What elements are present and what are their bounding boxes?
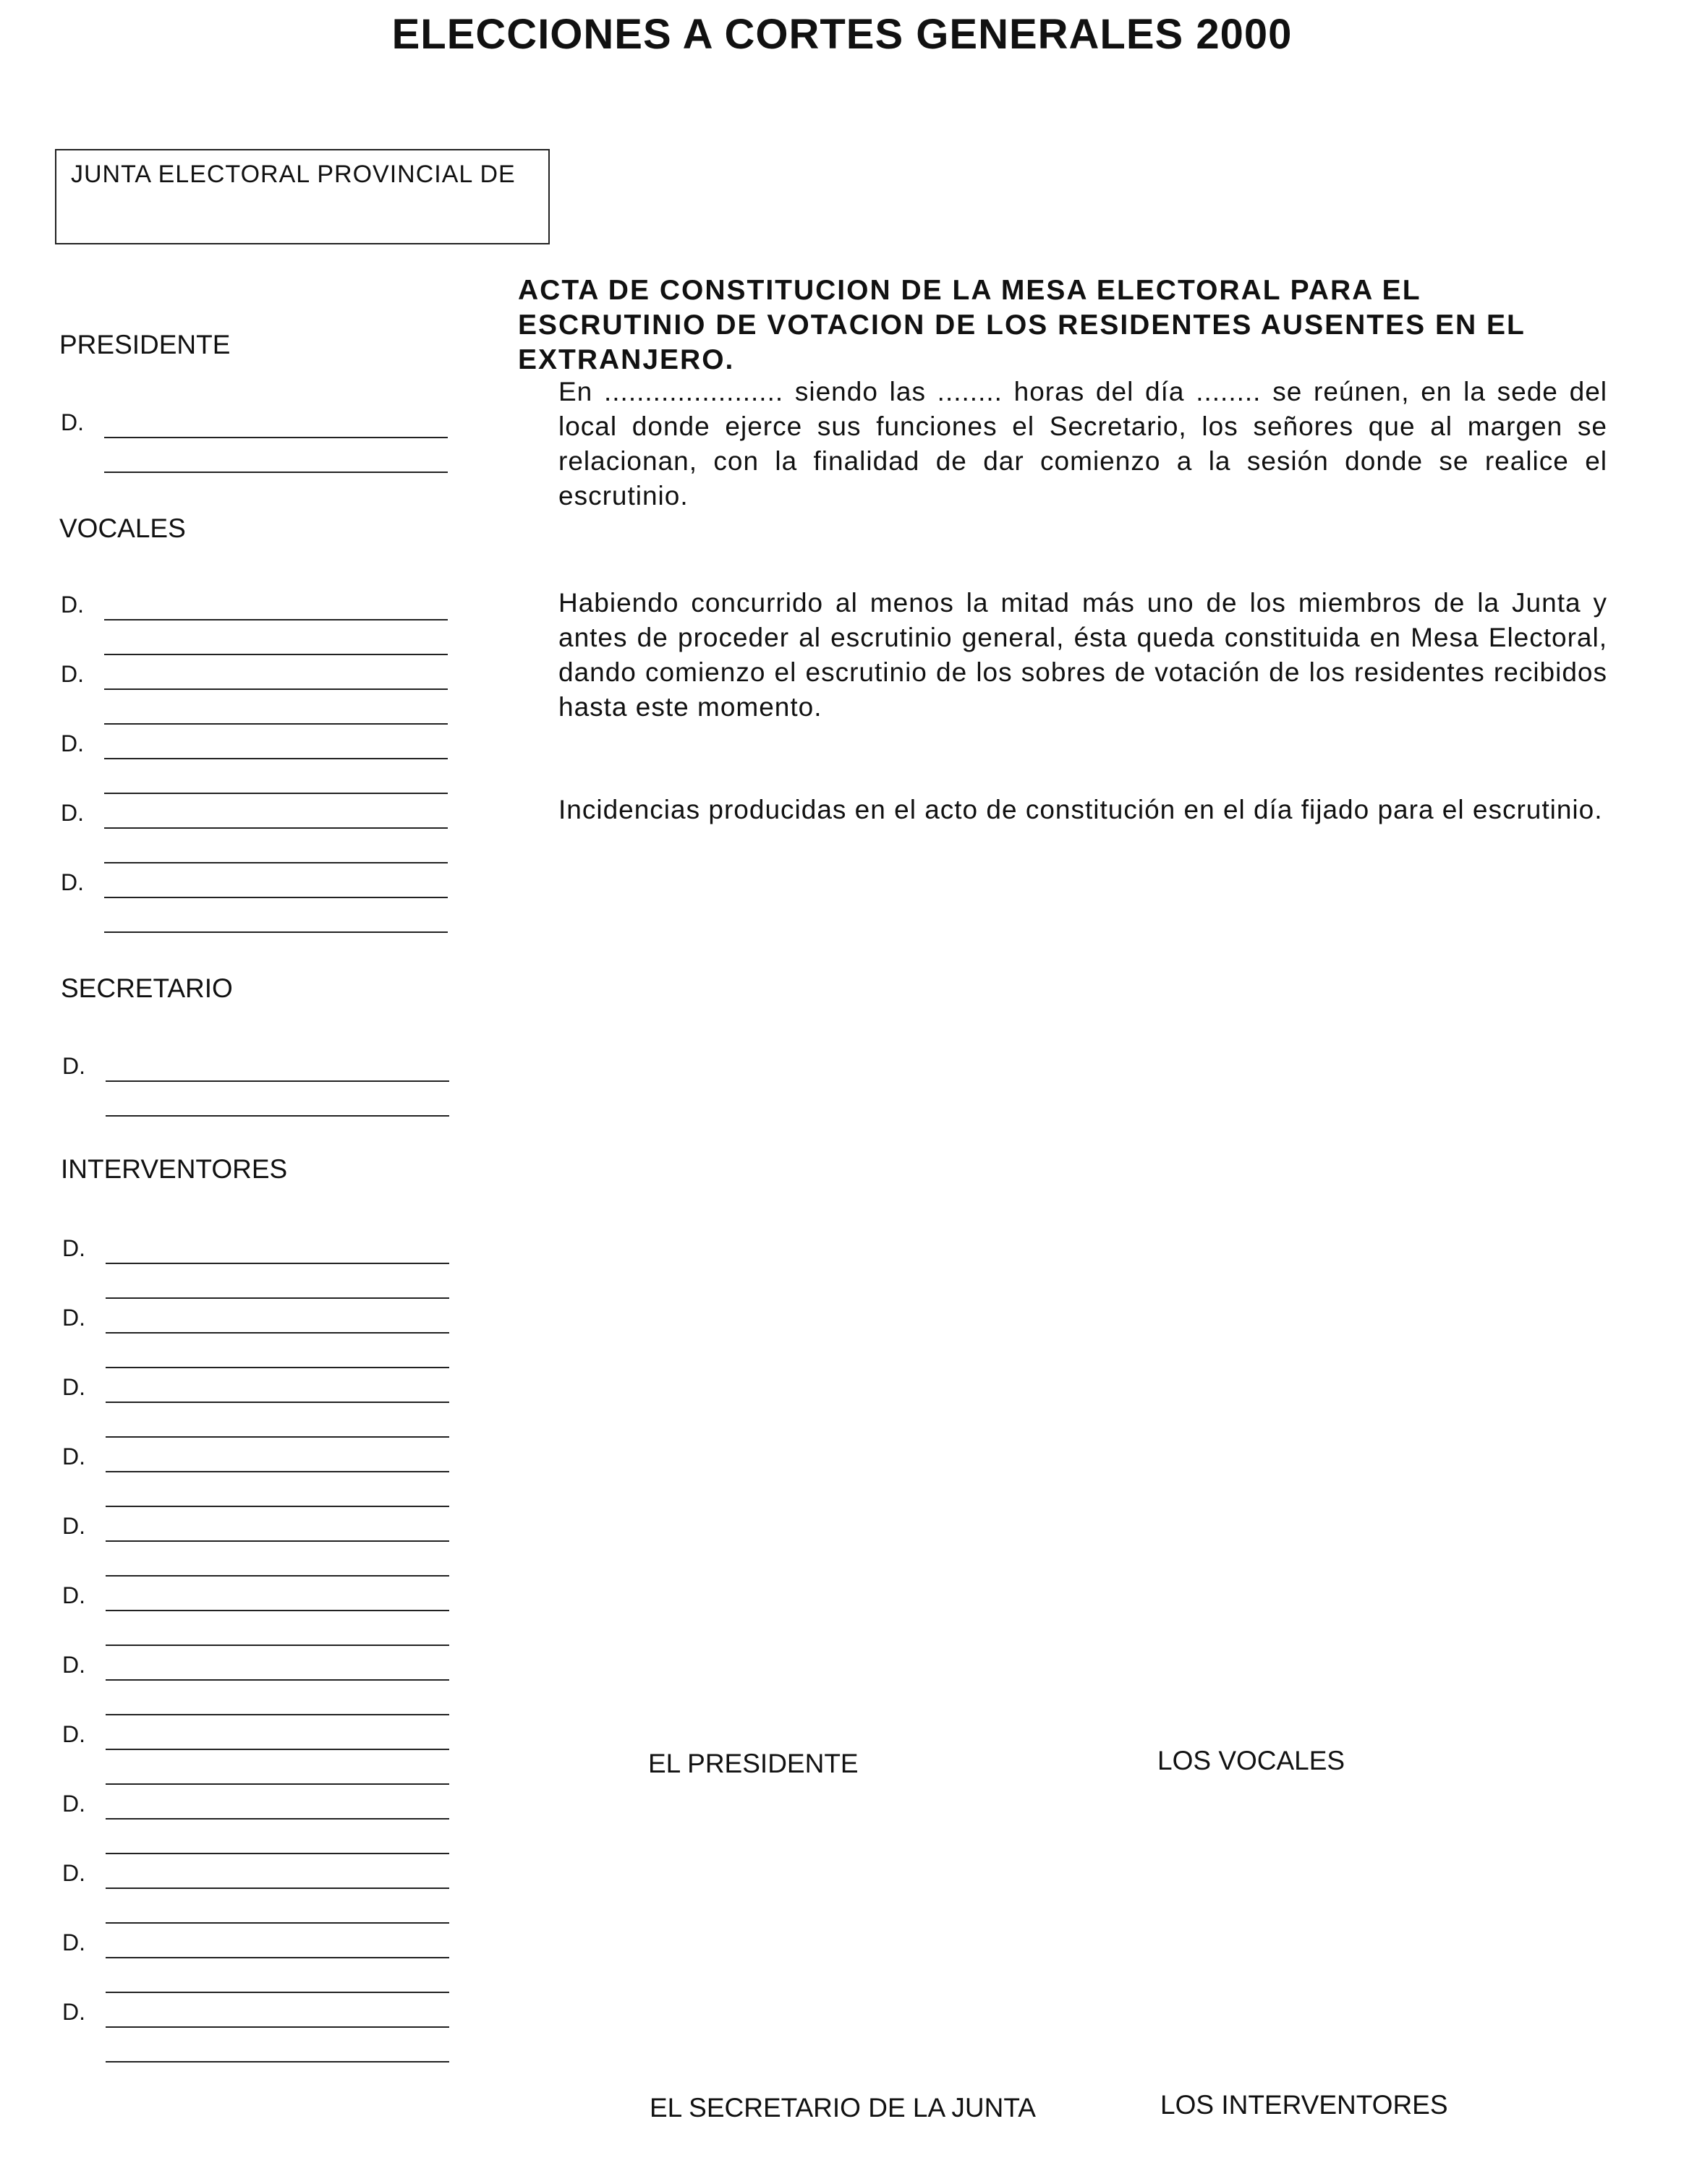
d-prefix: D. [62, 1860, 85, 1886]
interventores-signature-label: LOS INTERVENTORES [1160, 2090, 1448, 2120]
name-line [106, 1297, 449, 1299]
name-line [106, 1922, 449, 1924]
name-line [106, 1818, 449, 1820]
junta-provincial-label: JUNTA ELECTORAL PROVINCIAL DE [71, 161, 516, 188]
vocal-name-field[interactable] [61, 592, 466, 661]
name-line [106, 1610, 449, 1611]
d-prefix: D. [62, 1374, 85, 1400]
presidente-name-field[interactable] [61, 409, 466, 479]
document-title: ELECCIONES A CORTES GENERALES 2000 [391, 11, 1293, 58]
name-line [106, 1540, 449, 1542]
d-prefix: D. [62, 1305, 85, 1331]
name-line [104, 931, 448, 933]
name-line [106, 1367, 449, 1368]
name-line [106, 1645, 449, 1646]
interventor-name-field[interactable] [62, 1235, 467, 1305]
name-line [106, 1332, 449, 1334]
vocal-name-field[interactable] [61, 661, 466, 730]
vocal-name-field[interactable] [61, 869, 466, 939]
interventor-name-field[interactable] [62, 1582, 467, 1652]
name-line [104, 862, 448, 863]
d-prefix: D. [61, 592, 84, 618]
junta-provincial-box[interactable] [55, 149, 550, 244]
secretario-signature-label: EL SECRETARIO DE LA JUNTA [650, 2093, 1036, 2123]
d-prefix: D. [62, 1582, 85, 1608]
name-line [104, 897, 448, 898]
name-line [106, 1575, 449, 1577]
interventor-name-field[interactable] [62, 1929, 467, 1999]
opening-paragraph: En ...................... siendo las ........ horas del día ........ se reúnen, en la sede del local donde ejerce sus funciones el Secretario, los señores que al margen se relacionan, con la finalidad de dar comienzo a la sesión donde se realice el escrutinio. [558, 377, 1607, 511]
name-line [106, 1506, 449, 1507]
name-line [106, 1080, 449, 1082]
name-line [106, 2026, 449, 2028]
vocal-name-field[interactable] [61, 730, 466, 800]
interventor-name-field[interactable] [62, 1513, 467, 1582]
interventor-name-field[interactable] [62, 1374, 467, 1443]
interventor-name-field[interactable] [62, 1791, 467, 1860]
name-line [106, 1714, 449, 1715]
name-line [104, 437, 448, 438]
name-line [106, 1853, 449, 1854]
d-prefix: D. [61, 409, 84, 435]
name-line [106, 1436, 449, 1438]
name-line [104, 827, 448, 829]
presidente-signature-label: EL PRESIDENTE [648, 1749, 859, 1778]
interventor-name-field[interactable] [62, 1305, 467, 1374]
secretario-heading: SECRETARIO [61, 973, 233, 1003]
vocales-heading: VOCALES [59, 513, 186, 543]
d-prefix: D. [62, 1791, 85, 1817]
name-line [104, 723, 448, 725]
interventor-name-field[interactable] [62, 1443, 467, 1513]
name-line [106, 1471, 449, 1472]
interventor-name-field[interactable] [62, 1721, 467, 1791]
name-line [104, 793, 448, 794]
name-line [106, 1992, 449, 1993]
presidente-heading: PRESIDENTE [59, 330, 231, 359]
d-prefix: D. [62, 1513, 85, 1539]
name-line [106, 1957, 449, 1958]
name-line [104, 472, 448, 473]
secretario-name-field[interactable] [62, 1053, 467, 1122]
name-line [104, 688, 448, 690]
incidents-paragraph: Incidencias producidas en el acto de constitución en el día fijado para el escrutinio. [558, 795, 1603, 824]
name-line [106, 1679, 449, 1681]
d-prefix: D. [61, 800, 84, 826]
name-line [106, 1115, 449, 1117]
name-line [104, 654, 448, 655]
d-prefix: D. [62, 1929, 85, 1955]
name-line [106, 1749, 449, 1750]
act-title: ACTA DE CONSTITUCION DE LA MESA ELECTORAL PARA EL ESCRUTINIO DE VOTACION DE LOS RESIDENTES AUSENTES EN EL EXTRANJERO. [518, 275, 1526, 375]
d-prefix: D. [62, 1721, 85, 1747]
d-prefix: D. [62, 1235, 85, 1261]
vocales-signature-label: LOS VOCALES [1157, 1746, 1345, 1775]
interventores-heading: INTERVENTORES [61, 1154, 288, 1184]
d-prefix: D. [61, 661, 84, 687]
interventor-name-field[interactable] [62, 1999, 467, 2068]
d-prefix: D. [61, 730, 84, 756]
name-line [104, 619, 448, 620]
name-line [106, 2061, 449, 2063]
d-prefix: D. [62, 1443, 85, 1469]
interventor-name-field[interactable] [62, 1652, 467, 1721]
d-prefix: D. [61, 869, 84, 895]
name-line [106, 1783, 449, 1785]
constitution-paragraph: Habiendo concurrido al menos la mitad más uno de los miembros de la Junta y antes de proceder al escrutinio general, ésta queda constituida en Mesa Electoral, dando comienzo el escrutinio de los sobres de votación de los residentes recibidos hasta este momento. [558, 588, 1607, 722]
interventor-name-field[interactable] [62, 1860, 467, 1929]
name-line [104, 758, 448, 759]
d-prefix: D. [62, 1652, 85, 1678]
d-prefix: D. [62, 1053, 85, 1079]
name-line [106, 1263, 449, 1264]
d-prefix: D. [62, 1999, 85, 2025]
name-line [106, 1887, 449, 1889]
name-line [106, 1402, 449, 1403]
vocal-name-field[interactable] [61, 800, 466, 869]
